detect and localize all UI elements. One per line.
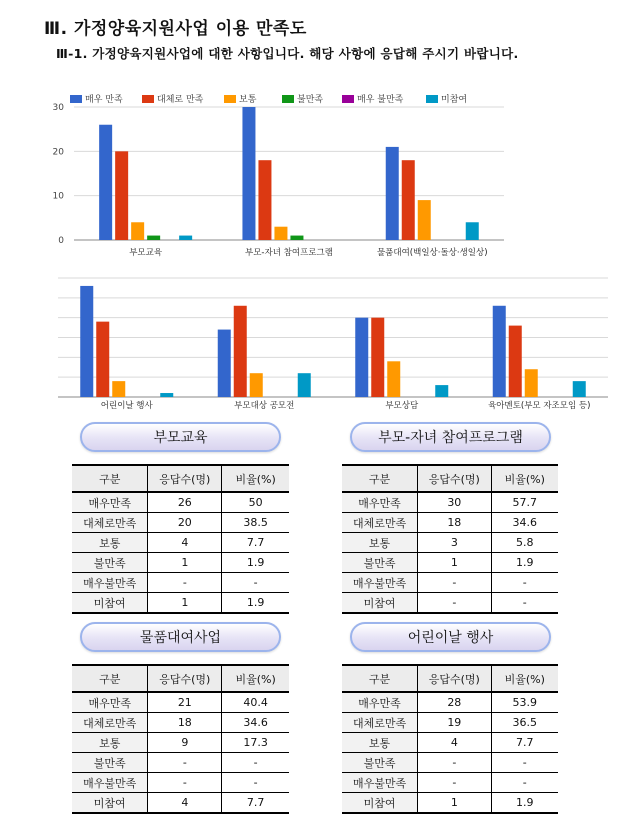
category-label: 부모-자녀 참여프로그램 xyxy=(245,248,333,258)
table-row xyxy=(72,553,289,573)
row-label: 매우불만족 xyxy=(342,773,418,793)
table-cell: 18 xyxy=(148,713,222,733)
bar xyxy=(387,361,400,397)
column-header: 응답수(명) xyxy=(148,465,222,492)
table-row xyxy=(342,533,558,553)
y-tick-label: 10 xyxy=(52,191,64,202)
table-cell: 7.7 xyxy=(222,793,289,814)
table-cell: - xyxy=(418,753,491,773)
table-cell: - xyxy=(491,573,558,593)
category-label: 부모대상 공모전 xyxy=(234,401,295,411)
table-childrens-day xyxy=(342,664,558,814)
table-cell: - xyxy=(418,593,491,614)
bar xyxy=(242,107,255,240)
table-cell: 4 xyxy=(418,733,491,753)
legend-label: 매우 만족 xyxy=(85,95,123,105)
table-cell: - xyxy=(491,773,558,793)
table-header-row xyxy=(72,665,289,692)
bar xyxy=(402,160,415,240)
bar xyxy=(435,385,448,397)
legend-label: 대체로 만족 xyxy=(157,95,204,105)
table-title-3: 물품대여사업 xyxy=(80,622,281,652)
row-label: 불만족 xyxy=(72,553,148,573)
table-row xyxy=(342,733,558,753)
table-row xyxy=(342,513,558,533)
bar xyxy=(131,222,144,240)
row-label: 보통 xyxy=(342,533,418,553)
table-cell: 36.5 xyxy=(491,713,558,733)
table-header-row xyxy=(342,665,558,692)
table-cell: - xyxy=(418,773,491,793)
table-cell: - xyxy=(418,573,491,593)
column-header: 구분 xyxy=(342,665,418,692)
table-item-rental xyxy=(72,664,289,814)
table-cell: 7.7 xyxy=(222,533,289,553)
row-label: 매우만족 xyxy=(72,492,148,513)
table-row xyxy=(72,593,289,614)
table-cell: - xyxy=(222,573,289,593)
section-heading: Ⅲ. 가정양육지원사업 이용 만족도 xyxy=(44,19,307,39)
column-header: 구분 xyxy=(72,665,148,692)
table-row xyxy=(342,713,558,733)
table-row xyxy=(342,593,558,614)
legend-label: 불만족 xyxy=(297,95,324,105)
table-cell: 21 xyxy=(148,692,222,713)
table-row xyxy=(342,793,558,814)
bar xyxy=(509,326,522,397)
table-cell: 4 xyxy=(148,533,222,553)
table-row xyxy=(342,773,558,793)
table-cell: 3 xyxy=(418,533,491,553)
bar xyxy=(147,236,160,240)
column-header: 비율(%) xyxy=(222,465,289,492)
legend-label: 매우 불만족 xyxy=(357,95,404,105)
row-label: 매우만족 xyxy=(342,492,418,513)
table-cell: 53.9 xyxy=(491,692,558,713)
row-label: 대체로만족 xyxy=(342,713,418,733)
category-label: 부모상담 xyxy=(385,401,419,411)
table-row xyxy=(72,753,289,773)
y-tick-label: 20 xyxy=(52,147,64,158)
bar xyxy=(112,381,125,397)
bar xyxy=(258,160,271,240)
bar xyxy=(99,125,112,240)
table-cell: 38.5 xyxy=(222,513,289,533)
bar xyxy=(160,393,173,397)
table-cell: 5.8 xyxy=(491,533,558,553)
table-cell: 1.9 xyxy=(491,793,558,814)
row-label: 매우불만족 xyxy=(72,573,148,593)
table-cell: 18 xyxy=(418,513,491,533)
section-subheading: Ⅲ-1. 가정양육지원사업에 대한 사항입니다. 해당 사항에 응답해 주시기 바랍니다. xyxy=(56,46,519,61)
row-label: 보통 xyxy=(342,733,418,753)
bar xyxy=(386,147,399,240)
table-cell: - xyxy=(491,593,558,614)
bar xyxy=(298,373,311,397)
bar xyxy=(525,369,538,397)
table-title-2: 부모-자녀 참여프로그램 xyxy=(350,422,551,452)
bar xyxy=(218,330,231,397)
table-cell: 1 xyxy=(148,593,222,614)
bar xyxy=(115,151,128,240)
table-cell: 1 xyxy=(418,793,491,814)
row-label: 불만족 xyxy=(342,753,418,773)
table-cell: 50 xyxy=(222,492,289,513)
table-cell: 1.9 xyxy=(222,593,289,614)
legend-label: 보통 xyxy=(239,95,257,105)
column-header: 응답수(명) xyxy=(418,665,491,692)
bar xyxy=(493,306,506,397)
row-label: 대체로만족 xyxy=(342,513,418,533)
table-header-row xyxy=(342,465,558,492)
table-cell: - xyxy=(222,773,289,793)
table-row xyxy=(72,793,289,814)
row-label: 불만족 xyxy=(342,553,418,573)
bar xyxy=(274,227,287,240)
bar xyxy=(418,200,431,240)
table-cell: - xyxy=(148,753,222,773)
y-tick-label: 0 xyxy=(58,236,64,246)
table-title-1: 부모교육 xyxy=(80,422,281,452)
bar xyxy=(179,236,192,240)
table-row xyxy=(342,492,558,513)
column-header: 비율(%) xyxy=(491,465,558,492)
table-row xyxy=(72,773,289,793)
table-header-row xyxy=(72,465,289,492)
table-cell: 1.9 xyxy=(491,553,558,573)
bar xyxy=(250,373,263,397)
table-cell: 1 xyxy=(148,553,222,573)
bar xyxy=(96,322,109,397)
table-cell: 40.4 xyxy=(222,692,289,713)
table-parent-education xyxy=(72,464,289,614)
table-row xyxy=(72,733,289,753)
table-row xyxy=(342,692,558,713)
table-cell: - xyxy=(491,753,558,773)
row-label: 미참여 xyxy=(342,593,418,614)
row-label: 매우만족 xyxy=(72,692,148,713)
bar xyxy=(355,318,368,397)
row-label: 대체로만족 xyxy=(72,513,148,533)
table-cell: 7.7 xyxy=(491,733,558,753)
legend-swatch xyxy=(224,95,236,103)
column-header: 구분 xyxy=(342,465,418,492)
chart-bottom xyxy=(52,272,612,412)
table-row xyxy=(72,573,289,593)
column-header: 구분 xyxy=(72,465,148,492)
row-label: 매우불만족 xyxy=(72,773,148,793)
legend-label: 미참여 xyxy=(441,95,468,105)
legend-swatch xyxy=(142,95,154,103)
category-label: 부모교육 xyxy=(129,248,163,258)
table-cell: 19 xyxy=(418,713,491,733)
table-cell: 1.9 xyxy=(222,553,289,573)
table-row xyxy=(342,753,558,773)
column-header: 비율(%) xyxy=(491,665,558,692)
table-cell: 26 xyxy=(148,492,222,513)
table-row xyxy=(72,692,289,713)
table-cell: - xyxy=(148,773,222,793)
category-label: 물품대여(백일상·돌상·생일상) xyxy=(376,248,488,258)
table-cell: 4 xyxy=(148,793,222,814)
bar xyxy=(466,222,479,240)
row-label: 매우만족 xyxy=(342,692,418,713)
table-parent-child-program xyxy=(342,464,558,614)
table-row xyxy=(72,713,289,733)
bar xyxy=(290,236,303,240)
table-cell: 34.6 xyxy=(491,513,558,533)
table-row xyxy=(72,533,289,553)
row-label: 보통 xyxy=(72,733,148,753)
category-label: 육아멘토(부모 자조모임 등) xyxy=(488,401,591,411)
table-cell: 34.6 xyxy=(222,713,289,733)
table-row xyxy=(342,573,558,593)
bar xyxy=(234,306,247,397)
row-label: 매우불만족 xyxy=(342,573,418,593)
legend-swatch xyxy=(282,95,294,103)
legend-swatch xyxy=(426,95,438,103)
table-row xyxy=(72,513,289,533)
legend-swatch xyxy=(342,95,354,103)
table-cell: 1 xyxy=(418,553,491,573)
table-cell: 20 xyxy=(148,513,222,533)
row-label: 미참여 xyxy=(342,793,418,814)
category-label: 어린이날 행사 xyxy=(100,401,153,411)
bar xyxy=(573,381,586,397)
table-cell: 9 xyxy=(148,733,222,753)
column-header: 비율(%) xyxy=(222,665,289,692)
bar xyxy=(371,318,384,397)
row-label: 대체로만족 xyxy=(72,713,148,733)
chart-top xyxy=(52,88,512,268)
table-cell: 17.3 xyxy=(222,733,289,753)
row-label: 보통 xyxy=(72,533,148,553)
table-cell: 28 xyxy=(418,692,491,713)
table-row xyxy=(342,553,558,573)
row-label: 미참여 xyxy=(72,593,148,614)
row-label: 불만족 xyxy=(72,753,148,773)
row-label: 미참여 xyxy=(72,793,148,814)
legend-swatch xyxy=(70,95,82,103)
column-header: 응답수(명) xyxy=(148,665,222,692)
table-cell: 57.7 xyxy=(491,492,558,513)
bar xyxy=(80,286,93,397)
y-tick-label: 30 xyxy=(52,103,64,113)
table-title-4: 어린이날 행사 xyxy=(350,622,551,652)
table-cell: - xyxy=(148,573,222,593)
table-row xyxy=(72,492,289,513)
table-cell: 30 xyxy=(418,492,491,513)
column-header: 응답수(명) xyxy=(418,465,491,492)
table-cell: - xyxy=(222,753,289,773)
